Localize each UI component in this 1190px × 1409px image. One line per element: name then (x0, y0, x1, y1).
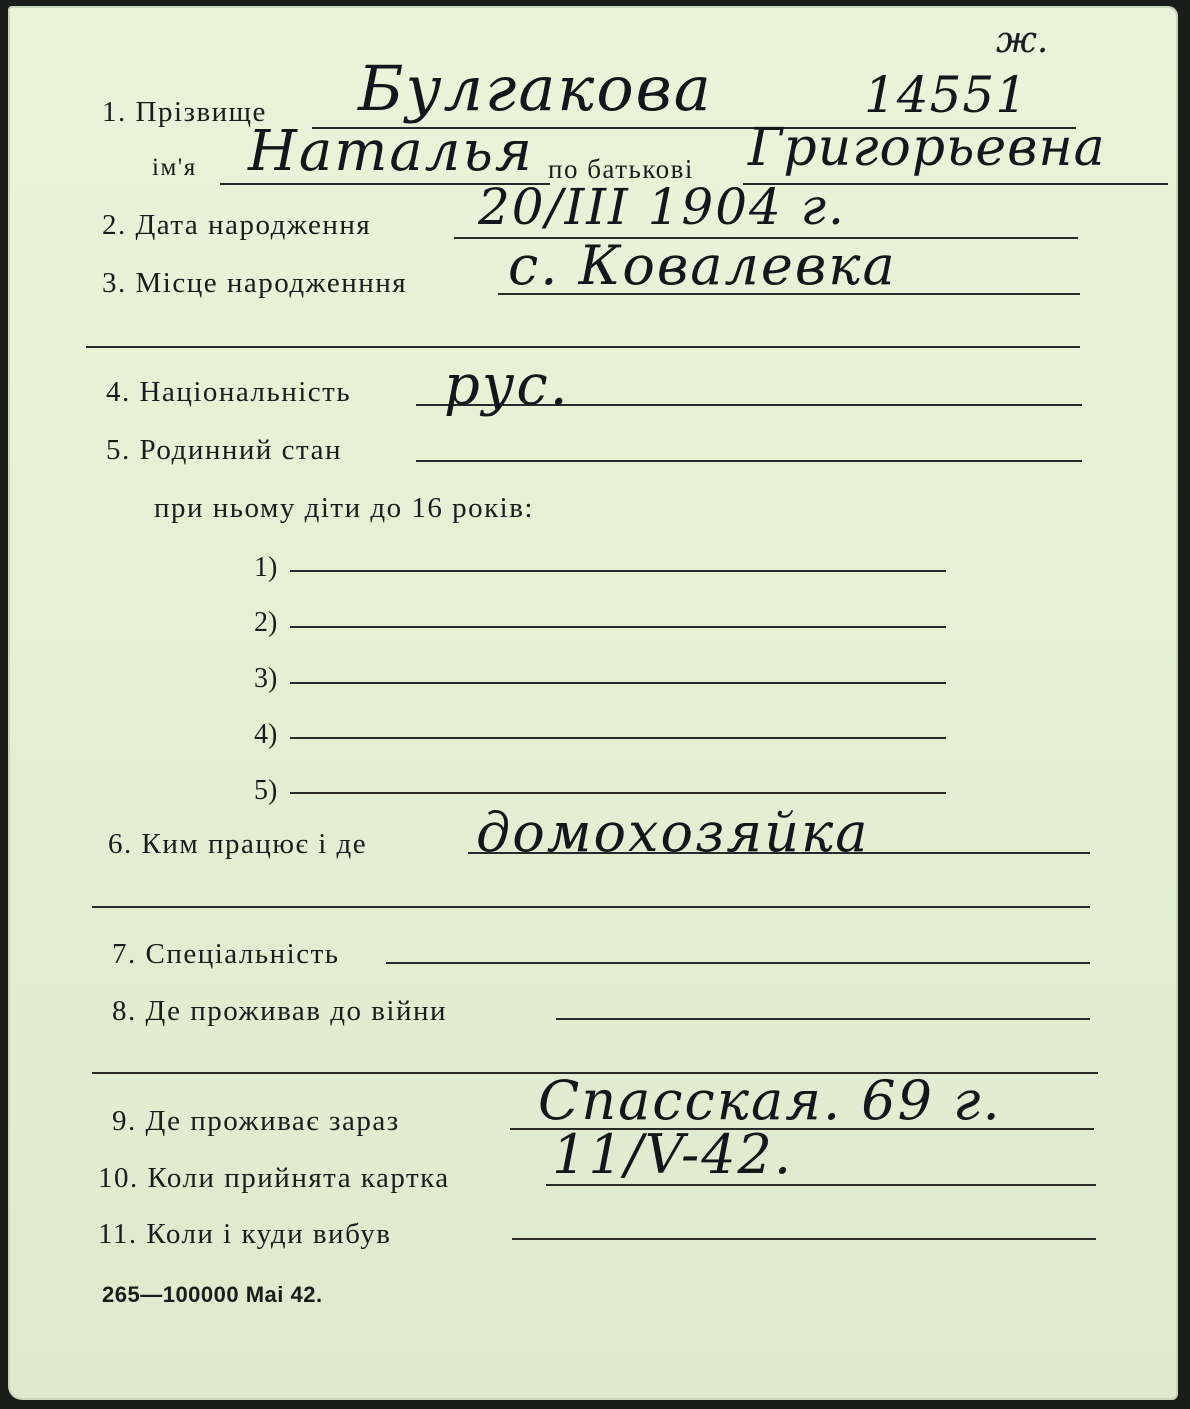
line-marital-status (416, 460, 1082, 462)
corner-mark: ж. (996, 20, 1049, 61)
line-occupation-extra (92, 906, 1090, 908)
line-child-5 (290, 792, 946, 794)
line-child-4 (290, 737, 946, 739)
value-birth-date: 20/III 1904 г. (478, 178, 846, 236)
label-patronymic: по батькові (548, 154, 694, 184)
label-birth-place: 3. Місце народженння (102, 267, 408, 299)
child-2-number: 2) (254, 607, 278, 638)
label-specialty: 7. Спеціальність (112, 938, 340, 970)
value-surname: Булгакова (358, 52, 713, 125)
value-occupation: домохозяйка (476, 801, 870, 864)
label-birth-date: 2. Дата народження (102, 209, 372, 241)
line-child-2 (290, 626, 946, 628)
line-specialty (386, 962, 1090, 964)
label-prewar-residence: 8. Де проживав до війни (112, 995, 448, 1027)
line-child-3 (290, 682, 946, 684)
label-surname: 1. Прізвище (102, 96, 267, 128)
child-3-number: 3) (254, 663, 278, 694)
registration-card (8, 6, 1178, 1400)
line-birth-place-extra (86, 346, 1080, 348)
label-children: при ньому діти до 16 років: (154, 492, 534, 524)
value-card-accepted: 11/V-42. (552, 1123, 794, 1186)
line-prewar-residence (556, 1018, 1090, 1020)
label-marital-status: 5. Родинний стан (106, 434, 342, 466)
label-nationality: 4. Національність (106, 376, 352, 408)
value-nationality: рус. (444, 353, 570, 418)
value-current-residence: Спасская. 69 г. (538, 1069, 1002, 1132)
child-5-number: 5) (254, 775, 278, 806)
value-card-number: 14551 (864, 66, 1029, 124)
label-occupation: 6. Ким працює і де (108, 828, 368, 860)
value-patronymic: Григорьевна (748, 118, 1106, 178)
line-departed (512, 1238, 1096, 1240)
line-child-1 (290, 570, 946, 572)
print-info: 265—100000 Mai 42. (102, 1282, 323, 1307)
label-first-name: ім'я (152, 154, 197, 181)
label-card-accepted: 10. Коли прийнята картка (98, 1162, 450, 1194)
label-current-residence: 9. Де проживає зараз (112, 1105, 400, 1137)
label-departed: 11. Коли і куди вибув (98, 1218, 392, 1250)
child-4-number: 4) (254, 719, 278, 750)
child-1-number: 1) (254, 552, 278, 583)
value-birth-place: с. Ковалевка (508, 234, 897, 297)
value-first-name: Наталья (248, 119, 534, 184)
